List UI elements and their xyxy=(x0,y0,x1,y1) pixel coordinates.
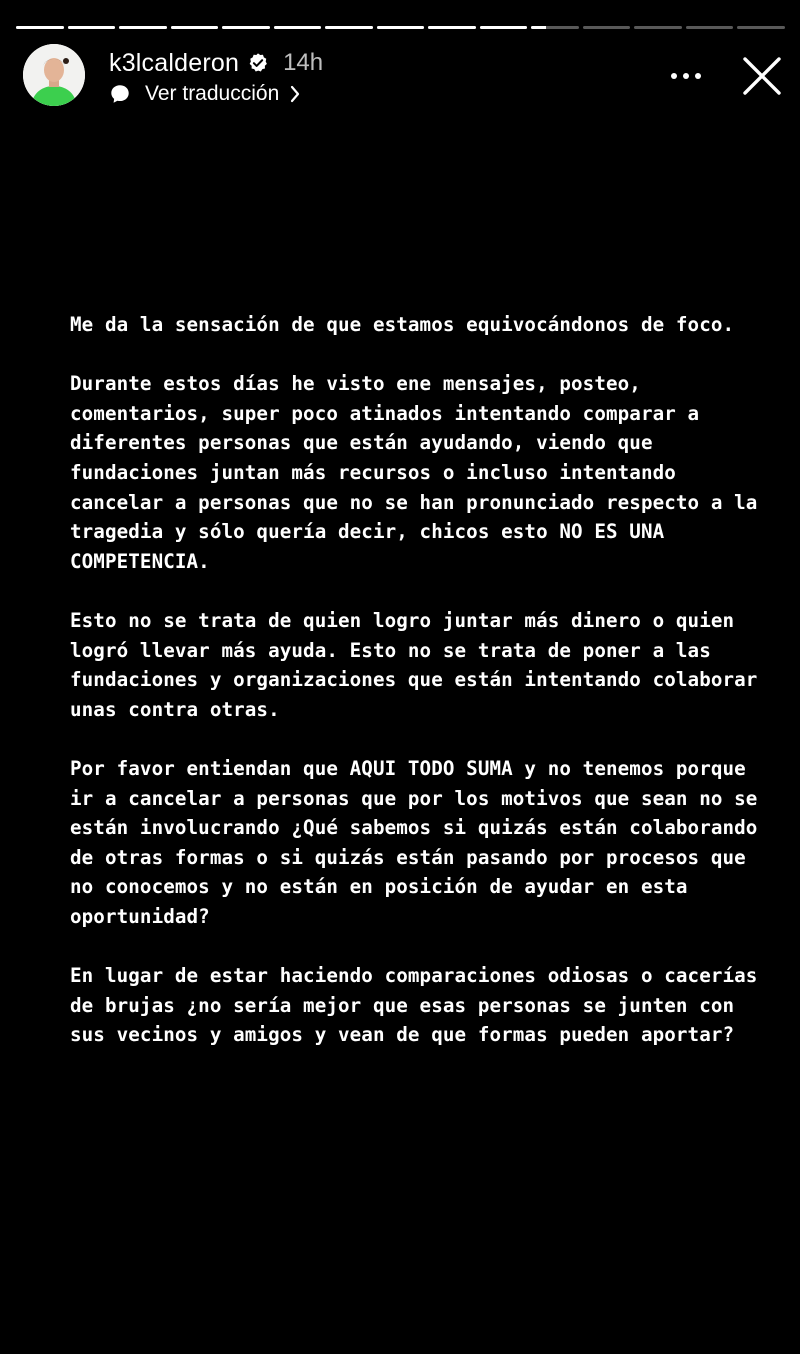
progress-segment xyxy=(377,26,425,29)
story-header xyxy=(23,44,788,108)
close-button[interactable] xyxy=(740,54,784,98)
translate-label: Ver traducción xyxy=(145,82,280,105)
more-horizontal-icon xyxy=(668,62,704,90)
progress-segment xyxy=(428,26,476,29)
story-text-content xyxy=(70,310,760,1079)
speech-bubble-icon xyxy=(109,83,131,105)
progress-segment xyxy=(274,26,322,29)
progress-segment xyxy=(583,26,631,29)
username[interactable]: k3lcalderon xyxy=(109,48,240,77)
progress-segment xyxy=(171,26,219,29)
username-row xyxy=(109,48,323,78)
progress-segment xyxy=(68,26,116,29)
close-icon xyxy=(740,54,784,98)
story-paragraph: Durante estos días he visto ene mensajes, posteo, comentarios, super poco atinados intentando comparar a diferentes personas que están ayudando, viendo que fundaciones juntan más recursos o incluso intentando cancelar a personas que no se han pronunciado respecto a la tragedia y sólo quería decir, chicos esto NO ES UNA COMPETENCIA. xyxy=(70,372,758,573)
story-paragraph: Me da la sensación de que estamos equivocándonos de foco. xyxy=(70,313,735,336)
progress-segment xyxy=(119,26,167,29)
progress-segment xyxy=(222,26,270,29)
story-progress-bar xyxy=(16,26,785,30)
progress-segment xyxy=(686,26,734,29)
story-paragraph: En lugar de estar haciendo comparaciones odiosas o cacerías de brujas ¿no sería mejor que esas personas se junten con sus vecinos y amigos y vean de que formas pueden aportar? xyxy=(70,964,758,1047)
progress-segment xyxy=(531,26,579,29)
progress-segment xyxy=(325,26,373,29)
progress-segment xyxy=(480,26,528,29)
story-paragraph: Por favor entiendan que AQUI TODO SUMA y no tenemos porque ir a cancelar a personas que por los motivos que sean no se están involucrando ¿Qué sabemos si quizás están colaborando de otras formas o si quizás están pasando por procesos que no conocemos y no están en posición de ayudar en esta oportunidad? xyxy=(70,756,758,928)
progress-segment xyxy=(16,26,64,29)
translate-link[interactable] xyxy=(109,80,301,108)
chevron-right-icon xyxy=(289,85,301,103)
avatar-image xyxy=(23,44,85,106)
story-paragraph: Esto no se trata de quien logro juntar más dinero o quien logró llevar más ayuda. Esto no se trata de poner a las fundaciones y organizaciones que están intentando colaborar unas contra otras. xyxy=(70,608,758,721)
avatar[interactable] xyxy=(23,44,85,106)
progress-segment xyxy=(737,26,785,29)
post-time: 14h xyxy=(283,49,324,76)
more-options-button[interactable] xyxy=(668,62,704,90)
verified-badge-icon xyxy=(247,52,269,74)
progress-segment xyxy=(634,26,682,29)
